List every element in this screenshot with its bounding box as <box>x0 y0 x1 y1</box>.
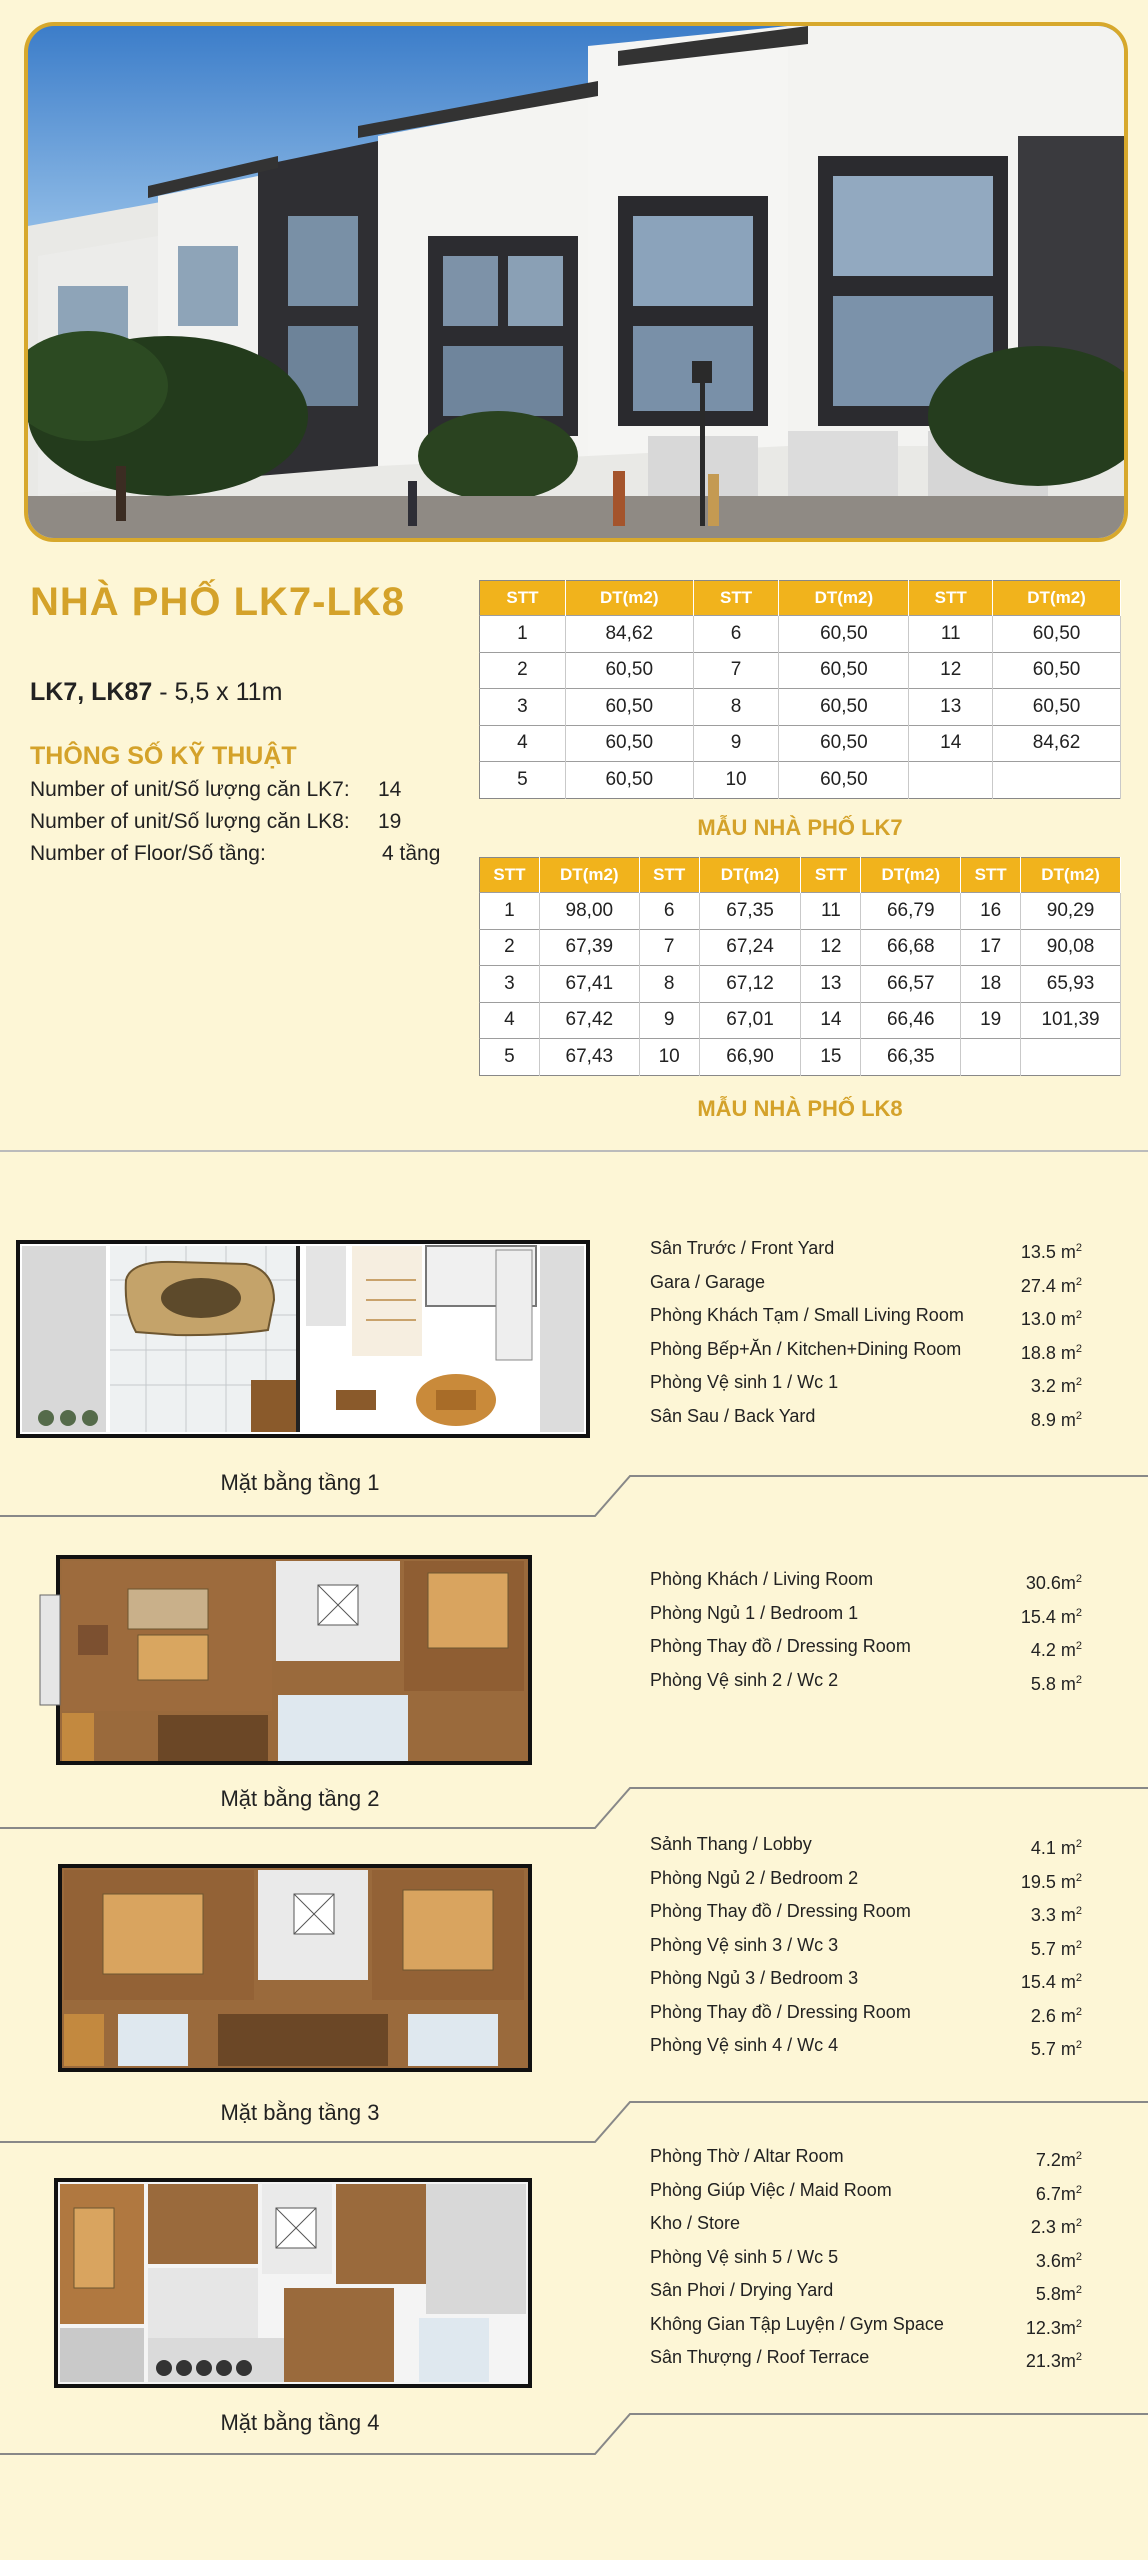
room-area: 19.5 $m^2$ <box>1020 1871 1082 1892</box>
room-area: 2.6 $m^2$ <box>1030 2005 1082 2026</box>
room-item <box>650 2341 1082 2375</box>
room-item <box>650 2207 1082 2241</box>
room-name: Phòng Khách Tạm / Small Living Room <box>650 1305 964 1325</box>
room-area: 4.1 $m^2$ <box>1030 1838 1082 1858</box>
col-header: STT <box>639 858 699 893</box>
table-cell: 16 <box>961 893 1021 930</box>
room-item <box>650 1962 1082 1996</box>
divider <box>0 1150 1148 1152</box>
table-cell: 8 <box>693 689 779 726</box>
floor-plan-3-label: Mặt bằng tầng 3 <box>220 2100 380 2125</box>
table-lk7 <box>479 580 1121 799</box>
spec-heading: THÔNG SỐ KỸ THUẬT <box>30 742 297 770</box>
table-cell: 19 <box>961 1002 1021 1039</box>
table-cell: 15 <box>801 1039 861 1076</box>
table-cell: 60,50 <box>565 652 693 689</box>
room-item <box>650 1828 1082 1862</box>
room-item <box>650 1333 1082 1367</box>
room-name: Sân Thượng / Roof Terrace <box>650 2347 870 2367</box>
table-cell: 11 <box>801 893 861 930</box>
table-cell: 66,79 <box>861 893 961 930</box>
table-cell: 60,50 <box>565 725 693 762</box>
table-cell: 1 <box>480 893 540 930</box>
table-cell: 4 <box>480 1002 540 1039</box>
table-cell: 5 <box>480 1039 540 1076</box>
room-name: Sân Trước / Front Yard <box>650 1238 835 1258</box>
room-list-floor-4 <box>650 2140 1082 2375</box>
section-divider <box>0 1470 1148 1520</box>
col-header: DT(m2) <box>1021 858 1121 893</box>
floor-plan-3 <box>58 1864 532 2072</box>
room-area: $21.3m^2$ <box>1025 2351 1082 2371</box>
table-header-row <box>480 858 1121 893</box>
table-cell: 98,00 <box>539 893 639 930</box>
room-area: 13.5 $m^2$ <box>1020 1242 1082 1262</box>
table-cell: 6 <box>639 893 699 930</box>
spec-label: Number of Floor/Số tầng: <box>30 842 266 865</box>
room-area: 4.2 $m^2$ <box>1030 1640 1082 1660</box>
room-name: Phòng Vệ sinh 1 / Wc 1 <box>650 1372 839 1392</box>
room-area: 27.4 $m^2$ <box>1020 1275 1082 1296</box>
spec-row-floors <box>30 842 441 866</box>
col-header: STT <box>801 858 861 893</box>
table-cell: 13 <box>801 966 861 1003</box>
room-item <box>650 2274 1082 2308</box>
room-name: Phòng Thay đồ / Dressing Room <box>650 1901 911 1921</box>
col-header: DT(m2) <box>565 581 693 616</box>
room-name: Sảnh Thang / Lobby <box>650 1834 812 1854</box>
room-item <box>650 2029 1082 2063</box>
page-title: NHÀ PHỐ LK7-LK8 <box>30 580 406 624</box>
table-cell: 84,62 <box>993 725 1121 762</box>
floor-plan-4-label: Mặt bằng tầng 4 <box>220 2410 380 2435</box>
table-cell <box>909 762 993 799</box>
col-header: STT <box>480 581 566 616</box>
table-cell: 12 <box>909 652 993 689</box>
table-cell: 13 <box>909 689 993 726</box>
room-area: $30.6m^2$ <box>1025 1573 1082 1593</box>
table-cell <box>1021 1039 1121 1076</box>
room-list-floor-3 <box>650 1828 1082 2063</box>
table-cell: 7 <box>639 929 699 966</box>
room-name: Phòng Thay đồ / Dressing Room <box>650 1636 911 1656</box>
room-item <box>650 1664 1082 1698</box>
table-header-row <box>480 581 1121 616</box>
table-cell: 66,57 <box>861 966 961 1003</box>
spec-label: Number of unit/Số lượng căn LK7: <box>30 778 350 801</box>
room-item <box>650 1895 1082 1929</box>
room-name: Phòng Vệ sinh 3 / Wc 3 <box>650 1934 839 1955</box>
table-cell: 60,50 <box>993 652 1121 689</box>
room-area: $12.3m^2$ <box>1025 2317 1082 2338</box>
col-header: STT <box>909 581 993 616</box>
col-header: STT <box>480 858 540 893</box>
table-cell: 9 <box>693 725 779 762</box>
table-cell: 66,90 <box>699 1039 801 1076</box>
caption-lk8: MẪU NHÀ PHỐ LK8 <box>697 1096 903 1121</box>
room-name: Phòng Ngủ 3 / Bedroom 3 <box>650 1968 859 1988</box>
room-item <box>650 1929 1082 1963</box>
room-area: $3.6m^2$ <box>1035 2250 1082 2271</box>
table-cell: 10 <box>639 1039 699 1076</box>
table-row <box>480 893 1121 930</box>
table-cell: 67,39 <box>539 929 639 966</box>
table-cell: 67,01 <box>699 1002 801 1039</box>
table-cell: 4 <box>480 725 566 762</box>
table-lk8 <box>479 857 1121 1076</box>
table-cell: 3 <box>480 966 540 1003</box>
room-name: Sân Sau / Back Yard <box>650 1405 816 1426</box>
room-item <box>650 2140 1082 2174</box>
table-row <box>480 1039 1121 1076</box>
col-header: DT(m2) <box>861 858 961 893</box>
room-area: 3.2 $m^2$ <box>1030 1376 1082 1396</box>
room-item <box>650 1862 1082 1896</box>
table-cell: 66,46 <box>861 1002 961 1039</box>
table-cell: 18 <box>961 966 1021 1003</box>
room-item <box>650 2308 1082 2342</box>
table-cell: 84,62 <box>565 616 693 653</box>
table-row <box>480 616 1121 653</box>
room-name: Không Gian Tập Luyện / Gym Space <box>650 2313 944 2334</box>
table-cell: 8 <box>639 966 699 1003</box>
room-area: $7.2m^2$ <box>1035 2150 1082 2170</box>
table-row <box>480 652 1121 689</box>
table-row <box>480 689 1121 726</box>
table-cell: 2 <box>480 652 566 689</box>
table-cell: 67,24 <box>699 929 801 966</box>
floor-plan-1 <box>16 1240 590 1438</box>
table-cell: 90,29 <box>1021 893 1121 930</box>
room-area: 5.7 $m^2$ <box>1030 2039 1082 2059</box>
spec-value: 19 <box>378 810 402 833</box>
room-name: Phòng Bếp+Ăn / Kitchen+Dining Room <box>650 1338 962 1359</box>
table-cell: 9 <box>639 1002 699 1039</box>
room-area: 15.4 $m^2$ <box>1020 1972 1082 1992</box>
room-name: Phòng Khách / Living Room <box>650 1569 874 1589</box>
table-cell: 67,43 <box>539 1039 639 1076</box>
room-name: Phòng Thay đồ / Dressing Room <box>650 2001 911 2022</box>
spec-value: 14 <box>378 778 402 801</box>
room-area: 3.3 $m^2$ <box>1030 1905 1082 1925</box>
room-item <box>650 1400 1082 1434</box>
table-row <box>480 966 1121 1003</box>
table-cell: 7 <box>693 652 779 689</box>
col-header: DT(m2) <box>993 581 1121 616</box>
room-item <box>650 1266 1082 1300</box>
unit-codes: LK7, LK87 <box>30 678 153 706</box>
table-cell: 17 <box>961 929 1021 966</box>
table-cell <box>993 762 1121 799</box>
room-name: Phòng Vệ sinh 2 / Wc 2 <box>650 1669 839 1690</box>
room-name: Phòng Vệ sinh 4 / Wc 4 <box>650 2035 839 2055</box>
room-name: Sân Phơi / Drying Yard <box>650 2280 834 2300</box>
room-area: 15.4 $m^2$ <box>1020 1606 1082 1627</box>
floor-plan-2 <box>38 1555 534 1765</box>
room-item <box>650 1630 1082 1664</box>
table-cell: 1 <box>480 616 566 653</box>
table-cell: 60,50 <box>993 616 1121 653</box>
townhouse-photo <box>24 22 1128 542</box>
unit-dimensions <box>30 678 282 707</box>
table-cell: 60,50 <box>993 689 1121 726</box>
col-header: STT <box>961 858 1021 893</box>
section-divider <box>0 1782 1148 1832</box>
room-name: Phòng Ngủ 2 / Bedroom 2 <box>650 1867 859 1888</box>
room-name: Phòng Ngủ 1 / Bedroom 1 <box>650 1602 859 1623</box>
unit-size: - 5,5 x 11m <box>152 678 283 706</box>
room-name: Phòng Thờ / Altar Room <box>650 2146 844 2166</box>
table-cell: 67,12 <box>699 966 801 1003</box>
floor-plan-1-label: Mặt bằng tầng 1 <box>220 1470 380 1495</box>
spec-row-lk7 <box>30 778 402 802</box>
room-item <box>650 1232 1082 1266</box>
room-item <box>650 1597 1082 1631</box>
table-row <box>480 762 1121 799</box>
room-area: 2.3 $m^2$ <box>1030 2217 1082 2237</box>
room-area: $6.7m^2$ <box>1035 2183 1082 2204</box>
table-cell: 67,41 <box>539 966 639 1003</box>
room-item <box>650 1366 1082 1400</box>
table-cell: 66,68 <box>861 929 961 966</box>
table-cell: 60,50 <box>779 762 909 799</box>
room-list-floor-2 <box>650 1563 1082 1697</box>
room-area: 13.0 $m^2$ <box>1020 1309 1082 1329</box>
table-cell: 101,39 <box>1021 1002 1121 1039</box>
table-cell: 12 <box>801 929 861 966</box>
col-header: DT(m2) <box>699 858 801 893</box>
spec-row-lk8 <box>30 810 402 834</box>
col-header: DT(m2) <box>779 581 909 616</box>
room-area: 18.8 $m^2$ <box>1020 1342 1082 1363</box>
room-name: Kho / Store <box>650 2213 741 2233</box>
spec-value: 4 tầng <box>382 842 441 865</box>
table-cell: 10 <box>693 762 779 799</box>
table-cell: 90,08 <box>1021 929 1121 966</box>
table-cell: 60,50 <box>779 652 909 689</box>
table-cell: 67,42 <box>539 1002 639 1039</box>
table-cell: 67,35 <box>699 893 801 930</box>
spec-label: Number of unit/Số lượng căn LK8: <box>30 810 350 833</box>
table-cell: 60,50 <box>779 725 909 762</box>
table-cell: 14 <box>801 1002 861 1039</box>
floor-plan-4 <box>54 2178 532 2388</box>
section-divider <box>0 2408 1148 2458</box>
table-cell: 65,93 <box>1021 966 1121 1003</box>
room-area: 5.7 $m^2$ <box>1030 1938 1082 1959</box>
room-item <box>650 1996 1082 2030</box>
table-cell: 66,35 <box>861 1039 961 1076</box>
room-area: 8.9 $m^2$ <box>1030 1409 1082 1430</box>
col-header: STT <box>693 581 779 616</box>
room-area: $5.8m^2$ <box>1035 2284 1082 2304</box>
room-item <box>650 1563 1082 1597</box>
table-cell <box>961 1039 1021 1076</box>
floor-plan-2-label: Mặt bằng tầng 2 <box>220 1786 380 1811</box>
section-divider <box>0 2096 1148 2146</box>
table-row <box>480 1002 1121 1039</box>
table-cell: 5 <box>480 762 566 799</box>
room-item <box>650 1299 1082 1333</box>
room-item <box>650 2174 1082 2208</box>
table-cell: 60,50 <box>779 616 909 653</box>
table-row <box>480 929 1121 966</box>
room-name: Gara / Garage <box>650 1271 766 1292</box>
table-cell: 2 <box>480 929 540 966</box>
room-item <box>650 2241 1082 2275</box>
table-cell: 11 <box>909 616 993 653</box>
caption-lk7: MẪU NHÀ PHỐ LK7 <box>697 815 903 840</box>
table-cell: 60,50 <box>779 689 909 726</box>
table-cell: 14 <box>909 725 993 762</box>
room-area: 5.8 $m^2$ <box>1030 1673 1082 1694</box>
col-header: DT(m2) <box>539 858 639 893</box>
room-name: Phòng Giúp Việc / Maid Room <box>650 2179 892 2200</box>
table-cell: 60,50 <box>565 762 693 799</box>
table-cell: 6 <box>693 616 779 653</box>
room-list-floor-1 <box>650 1232 1082 1433</box>
room-name: Phòng Vệ sinh 5 / Wc 5 <box>650 2246 839 2267</box>
table-row <box>480 725 1121 762</box>
table-cell: 60,50 <box>565 689 693 726</box>
table-cell: 3 <box>480 689 566 726</box>
